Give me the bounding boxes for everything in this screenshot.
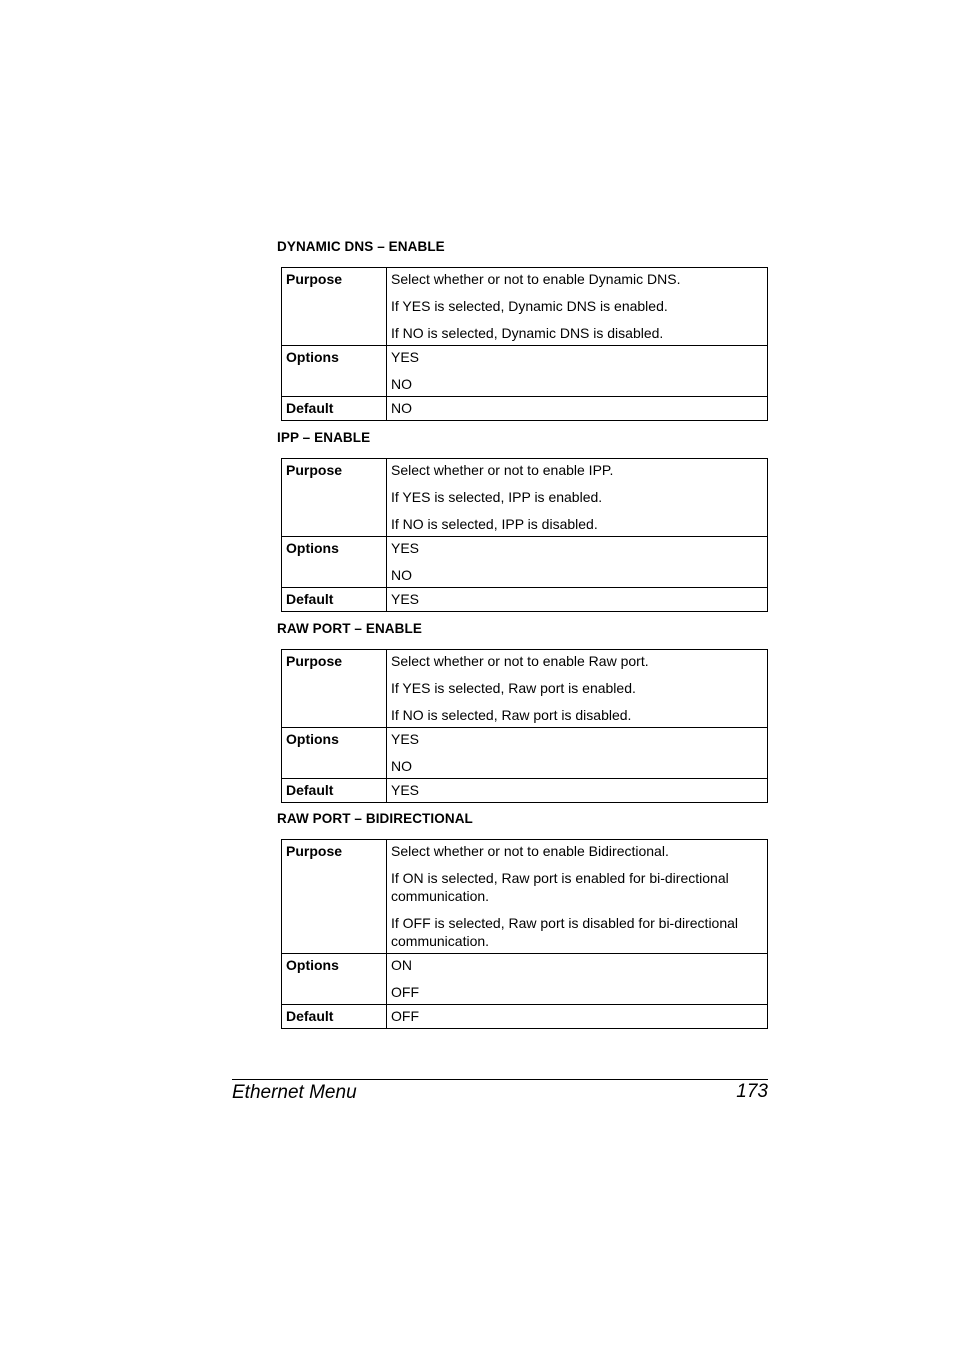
options-list: [387, 346, 768, 397]
options-list: [387, 954, 768, 1005]
section-heading-raw-port-enable: RAW PORT – ENABLE: [277, 621, 422, 636]
options-label: Options: [282, 537, 387, 588]
default-label: Default: [282, 1005, 387, 1029]
purpose-line: If NO is selected, Raw port is disabled.: [391, 707, 632, 723]
purpose-line: Select whether or not to enable Raw port.: [391, 653, 649, 669]
option-value: YES: [391, 731, 420, 747]
purpose-text: [387, 650, 768, 728]
purpose-label: Purpose: [282, 840, 387, 954]
option-value: YES: [391, 540, 420, 556]
purpose-line: If NO is selected, IPP is disabled.: [391, 516, 598, 532]
purpose-line: If YES is selected, Dynamic DNS is enabled.: [391, 298, 668, 314]
purpose-line: Select whether or not to enable IPP.: [391, 462, 614, 478]
default-value: YES: [387, 779, 768, 803]
option-value: NO: [391, 376, 412, 392]
table-row-default: [282, 779, 768, 803]
footer-chapter-title: Ethernet Menu: [232, 1082, 357, 1103]
table-row-default: [282, 397, 768, 421]
purpose-line: If OFF is selected, Raw port is disabled for bi-directional communication.: [391, 915, 739, 949]
options-label: Options: [282, 954, 387, 1005]
table-row-purpose: [282, 840, 768, 954]
table-row-options: [282, 954, 768, 1005]
table-row-options: [282, 346, 768, 397]
section-heading-ipp-enable: IPP – ENABLE: [277, 430, 371, 445]
purpose-line: Select whether or not to enable Dynamic DNS.: [391, 271, 681, 287]
settings-table-raw-port-bidirectional: [281, 839, 768, 1029]
purpose-text: [387, 459, 768, 537]
options-list: [387, 728, 768, 779]
default-value: YES: [387, 588, 768, 612]
settings-table-raw-port-enable: [281, 649, 768, 803]
purpose-text: [387, 268, 768, 346]
table-row-default: [282, 588, 768, 612]
purpose-line: If YES is selected, IPP is enabled.: [391, 489, 603, 505]
default-value: OFF: [387, 1005, 768, 1029]
options-label: Options: [282, 728, 387, 779]
purpose-line: If NO is selected, Dynamic DNS is disabled.: [391, 325, 664, 341]
purpose-line: Select whether or not to enable Bidirectional.: [391, 843, 669, 859]
footer-page-number: 173: [736, 1081, 768, 1102]
option-value: ON: [391, 957, 412, 973]
options-label: Options: [282, 346, 387, 397]
settings-table-ipp-enable: [281, 458, 768, 612]
table-row-purpose: [282, 459, 768, 537]
footer-divider: [232, 1079, 768, 1080]
options-list: [387, 537, 768, 588]
table-row-purpose: [282, 268, 768, 346]
option-value: OFF: [391, 984, 419, 1000]
purpose-label: Purpose: [282, 650, 387, 728]
purpose-line: If YES is selected, Raw port is enabled.: [391, 680, 636, 696]
purpose-label: Purpose: [282, 268, 387, 346]
table-row-options: [282, 728, 768, 779]
settings-table-dynamic-dns-enable: [281, 267, 768, 421]
option-value: NO: [391, 758, 412, 774]
default-label: Default: [282, 397, 387, 421]
table-row-purpose: [282, 650, 768, 728]
option-value: YES: [391, 349, 420, 365]
purpose-text: [387, 840, 768, 954]
table-row-options: [282, 537, 768, 588]
default-value: NO: [387, 397, 768, 421]
purpose-line: If ON is selected, Raw port is enabled for bi-directional communication.: [391, 870, 729, 904]
table-row-default: [282, 1005, 768, 1029]
section-heading-dynamic-dns-enable: DYNAMIC DNS – ENABLE: [277, 239, 445, 254]
default-label: Default: [282, 779, 387, 803]
option-value: NO: [391, 567, 412, 583]
purpose-label: Purpose: [282, 459, 387, 537]
default-label: Default: [282, 588, 387, 612]
section-heading-raw-port-bidirectional: RAW PORT – BIDIRECTIONAL: [277, 811, 473, 826]
